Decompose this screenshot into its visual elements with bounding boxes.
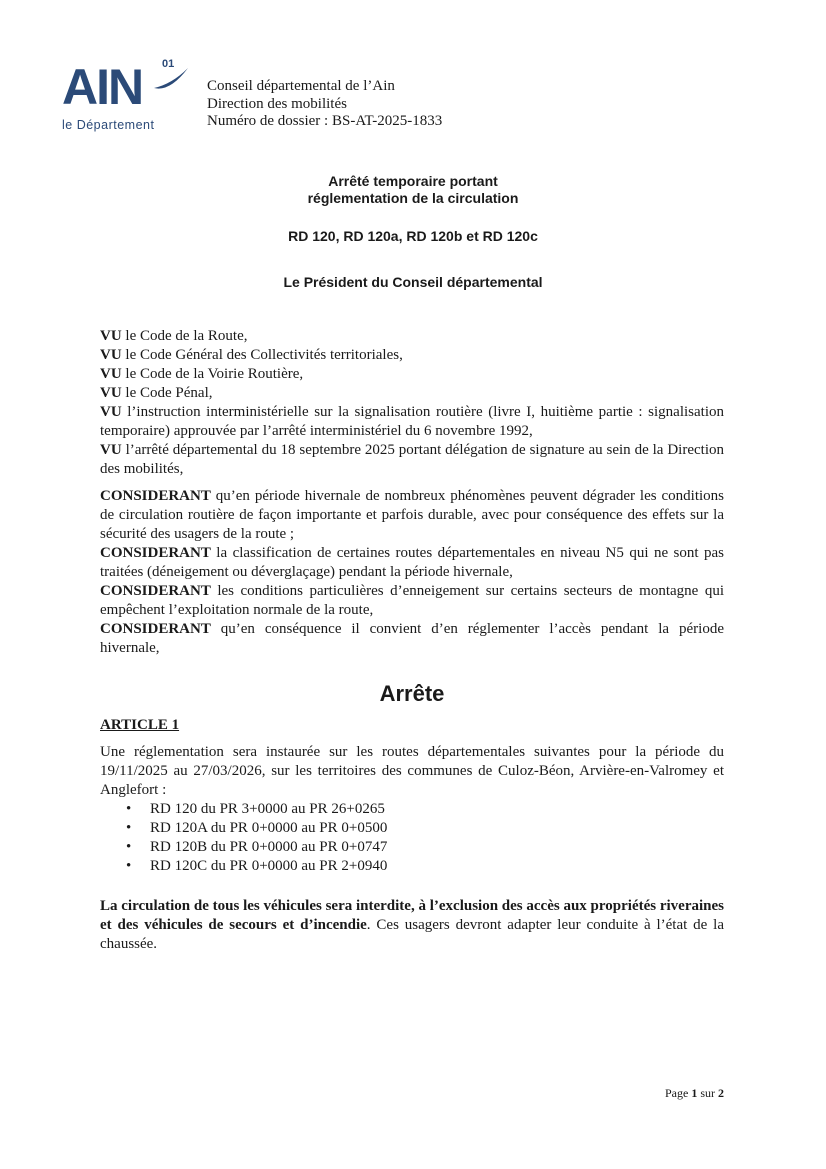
considerants-item [100, 620, 724, 658]
rule-bold: La circulation de tous les véhicules sera interdite, à l’exclusion des accès aux propriétés riveraines et des véhicules de secours et d’incendie [100, 898, 724, 933]
road-item: • RD 120 du PR 3+0000 au PR 26+0265 [150, 800, 724, 819]
visas-item [100, 327, 724, 346]
clause-text: la classification de certaines routes départementales en niveau N5 qui ne sont pas traitées (déneigement ou déverglaçage) pendant la période hivernale, [100, 545, 724, 580]
clause-text: l’instruction interministérielle sur la signalisation routière (livre I, huitième partie : signalisation temporaire) approuvée par l’arrêté interministériel du 6 novembre 1992, [100, 404, 724, 439]
lead-word: CONSIDERANT [100, 621, 211, 637]
document-body [100, 327, 724, 954]
rule-rest: . Ces usagers devront adapter leur conduite à l’état de la chaussée. [100, 917, 724, 952]
logo-number: 01 [162, 58, 175, 70]
title-line-2: réglementation de la circulation [307, 190, 519, 206]
road-item: • RD 120C du PR 0+0000 au PR 2+0940 [150, 857, 724, 876]
clause-text: qu’en conséquence il convient d’en réglementer l’accès pendant la période hivernale, [100, 621, 724, 656]
lead-word: VU [100, 404, 122, 420]
considerants-item [100, 582, 724, 620]
clause-text: le Code Général des Collectivités territoriales, [121, 347, 403, 363]
organisation: Conseil départemental de l’Ain [207, 78, 395, 94]
authority: Le Président du Conseil départemental [283, 274, 543, 290]
current-page: 1 [691, 1086, 698, 1100]
article-1-rule [100, 897, 724, 954]
clause-text: qu’en période hivernale de nombreux phénomènes peuvent dégrader les conditions de circulation routière de façon importante et parfois durable, avec pour conséquence des effets sur la sécurité des usagers de la route ; [100, 488, 724, 542]
page-label: Page [665, 1086, 692, 1100]
lead-word: CONSIDERANT [100, 488, 211, 504]
page-number [665, 1086, 724, 1101]
visas-item [100, 403, 724, 441]
logo-swoosh-icon [150, 66, 190, 96]
article-1-body [100, 743, 724, 954]
road-item: • RD 120B du PR 0+0000 au PR 0+0747 [150, 838, 724, 857]
lead-word: VU [100, 442, 122, 458]
visas-item [100, 365, 724, 384]
considerants-item [100, 544, 724, 582]
ain-departement-logo [62, 58, 192, 138]
lead-word: VU [100, 328, 122, 344]
lead-word: VU [100, 366, 122, 382]
decision-heading: Arrête [379, 681, 445, 706]
visas-item [100, 441, 724, 479]
lead-word: VU [100, 385, 122, 401]
clause-text: le Code de la Route, [121, 328, 248, 344]
title-line-1: Arrêté temporaire portant [328, 173, 498, 189]
clause-text: le Code de la Voirie Routière, [121, 366, 304, 382]
total-pages: 2 [718, 1086, 724, 1100]
lead-word: VU [100, 347, 122, 363]
visas-item [100, 384, 724, 403]
lead-word: CONSIDERANT [100, 545, 211, 561]
page-sep: sur [697, 1086, 718, 1100]
logo-text: AIN [62, 59, 143, 115]
letterhead [207, 78, 442, 131]
road-list [100, 800, 724, 876]
visas [100, 327, 724, 479]
considerants [100, 487, 724, 658]
lead-word: CONSIDERANT [100, 583, 211, 599]
road-item: • RD 120A du PR 0+0000 au PR 0+0500 [150, 819, 724, 838]
visas-item [100, 346, 724, 365]
logo-subtitle: le Département [62, 118, 155, 132]
considerants-item [100, 487, 724, 544]
article-1-heading: ARTICLE 1 [100, 717, 180, 733]
direction: Direction des mobilités [207, 95, 347, 112]
file-number: Numéro de dossier : BS-AT-2025-1833 [207, 113, 443, 129]
clause-text: le Code Pénal, [121, 385, 213, 401]
clause-text: l’arrêté départemental du 18 septembre 2025 portant délégation de signature au sein de la Direction des mobilités, [100, 442, 724, 477]
article-1-intro: Une réglementation sera instaurée sur les routes départementales suivantes pour la période du 19/11/2025 au 27/03/2026, sur les territoires des communes de Culoz-Béon, Arvière-en-Valromey et Anglefort : [100, 744, 724, 798]
clause-text: les conditions particulières d’enneigement sur certains secteurs de montagne qui empêchent l’exploitation normale de la route, [100, 583, 724, 618]
title-roads: RD 120, RD 120a, RD 120b et RD 120c [288, 228, 538, 244]
